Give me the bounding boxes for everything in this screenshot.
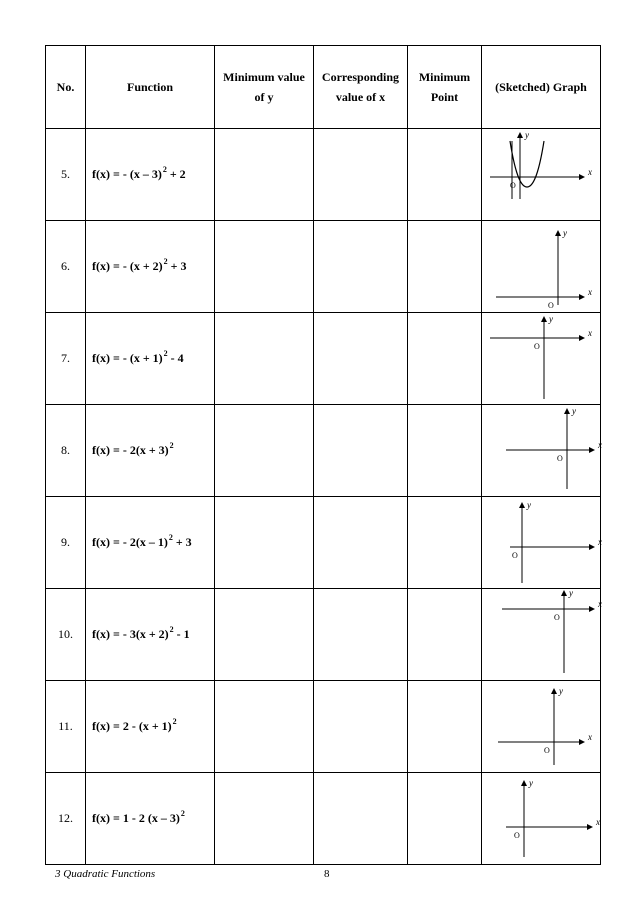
- function-text: f(x) = - (x + 1): [92, 351, 163, 365]
- graph-cell: [482, 773, 601, 865]
- function-cell: [86, 405, 215, 497]
- header-row: [46, 46, 601, 129]
- y-axis-label: y: [559, 686, 563, 696]
- sketch-axes: [482, 497, 601, 588]
- min-point-answer-cell[interactable]: [408, 313, 482, 405]
- function-text: f(x) = 1 - 2 (x – 3): [92, 811, 180, 825]
- function-text: f(x) = - 2(x + 3): [92, 443, 169, 457]
- y-axis-label: y: [525, 130, 529, 140]
- row-number: 6.: [46, 221, 86, 313]
- origin-label: O: [514, 831, 520, 840]
- x-arrow-icon: [579, 335, 585, 341]
- header-corr-line2: value of x: [335, 90, 386, 104]
- function-constant: - 1: [176, 627, 190, 641]
- table-row: [46, 221, 601, 313]
- function-text: f(x) = - 3(x + 2): [92, 627, 169, 641]
- table-row: [46, 681, 601, 773]
- footer-title: 3 Quadratic Functions: [55, 868, 156, 880]
- row-number: 8.: [46, 405, 86, 497]
- function-cell: [86, 313, 215, 405]
- origin-label: O: [557, 454, 563, 463]
- y-arrow-icon: [519, 502, 525, 508]
- function-exponent: 2: [162, 165, 167, 174]
- y-arrow-icon: [541, 316, 547, 322]
- corresponding-x-answer-cell[interactable]: [314, 497, 408, 589]
- x-axis-label: x: [596, 817, 600, 827]
- corresponding-x-answer-cell[interactable]: [314, 405, 408, 497]
- header-min-value-line2: of y: [254, 90, 274, 104]
- sketch-axes: [482, 129, 601, 220]
- graph-cell: [482, 313, 601, 405]
- function-text: f(x) = - (x + 2): [92, 259, 163, 273]
- y-arrow-icon: [555, 230, 561, 236]
- min-point-answer-cell[interactable]: [408, 405, 482, 497]
- table-row: [46, 497, 601, 589]
- function-exponent: 2: [169, 625, 174, 634]
- y-axis-label: y: [569, 588, 573, 598]
- min-value-answer-cell[interactable]: [215, 129, 314, 221]
- min-point-answer-cell[interactable]: [408, 773, 482, 865]
- min-value-answer-cell[interactable]: [215, 681, 314, 773]
- x-axis-label: x: [588, 167, 592, 177]
- function-exponent: 2: [172, 717, 177, 726]
- graph-cell: [482, 405, 601, 497]
- y-axis-label: y: [527, 500, 531, 510]
- x-axis-label: x: [598, 537, 602, 547]
- function-text: f(x) = - 2(x – 1): [92, 535, 168, 549]
- min-point-answer-cell[interactable]: [408, 221, 482, 313]
- min-value-answer-cell[interactable]: [215, 589, 314, 681]
- min-point-answer-cell[interactable]: [408, 681, 482, 773]
- row-number: 9.: [46, 497, 86, 589]
- min-point-answer-cell[interactable]: [408, 129, 482, 221]
- y-axis-label: y: [572, 406, 576, 416]
- header-min-point: [408, 46, 482, 129]
- function-exponent: 2: [163, 349, 168, 358]
- sketch-axes: [482, 773, 601, 864]
- row-number: 5.: [46, 129, 86, 221]
- function-exponent: 2: [169, 441, 174, 450]
- y-axis-label: y: [549, 314, 553, 324]
- graph-cell: [482, 129, 601, 221]
- graph-cell: [482, 497, 601, 589]
- origin-label: O: [548, 301, 554, 310]
- header-min-value: [215, 46, 314, 129]
- corresponding-x-answer-cell[interactable]: [314, 773, 408, 865]
- function-exponent: 2: [168, 533, 173, 542]
- min-value-answer-cell[interactable]: [215, 221, 314, 313]
- min-value-answer-cell[interactable]: [215, 497, 314, 589]
- function-cell: [86, 221, 215, 313]
- y-axis-label: y: [529, 778, 533, 788]
- sketch-axes: [482, 405, 601, 496]
- function-cell: [86, 773, 215, 865]
- sketch-axes: [482, 221, 601, 312]
- header-corresponding-x: [314, 46, 408, 129]
- corresponding-x-answer-cell[interactable]: [314, 313, 408, 405]
- x-axis-label: x: [588, 328, 592, 338]
- function-constant: - 4: [170, 351, 184, 365]
- function-cell: [86, 129, 215, 221]
- function-constant: + 3: [170, 259, 187, 273]
- corresponding-x-answer-cell[interactable]: [314, 129, 408, 221]
- header-function: Function: [86, 46, 215, 129]
- y-axis-label: y: [563, 228, 567, 238]
- table-row: [46, 773, 601, 865]
- min-value-answer-cell[interactable]: [215, 773, 314, 865]
- x-arrow-icon: [589, 606, 595, 612]
- graph-cell: [482, 589, 601, 681]
- x-arrow-icon: [579, 174, 585, 180]
- y-arrow-icon: [561, 590, 567, 596]
- x-arrow-icon: [587, 824, 593, 830]
- row-number: 11.: [46, 681, 86, 773]
- function-exponent: 2: [163, 257, 168, 266]
- graph-cell: [482, 681, 601, 773]
- origin-label: O: [544, 746, 550, 755]
- x-axis-label: x: [598, 440, 602, 450]
- x-arrow-icon: [589, 447, 595, 453]
- row-number: 12.: [46, 773, 86, 865]
- function-text: f(x) = - (x – 3): [92, 167, 162, 181]
- header-min-value-line1: Minimum value: [223, 70, 305, 84]
- x-axis-label: x: [588, 287, 592, 297]
- header-no: No.: [46, 46, 86, 129]
- worksheet-table: [45, 45, 601, 865]
- x-arrow-icon: [579, 739, 585, 745]
- sketch-axes: [482, 313, 601, 404]
- min-point-answer-cell[interactable]: [408, 497, 482, 589]
- y-arrow-icon: [517, 132, 523, 138]
- origin-label: O: [512, 551, 518, 560]
- y-arrow-icon: [521, 780, 527, 786]
- x-axis-label: x: [588, 732, 592, 742]
- page-number: 8: [324, 868, 330, 880]
- min-point-answer-cell[interactable]: [408, 589, 482, 681]
- row-number: 7.: [46, 313, 86, 405]
- header-graph: (Sketched) Graph: [482, 46, 601, 129]
- graph-cell: [482, 221, 601, 313]
- x-axis-label: x: [598, 599, 602, 609]
- y-arrow-icon: [564, 408, 570, 414]
- function-constant: + 3: [175, 535, 192, 549]
- corresponding-x-answer-cell[interactable]: [314, 589, 408, 681]
- function-cell: [86, 589, 215, 681]
- corresponding-x-answer-cell[interactable]: [314, 221, 408, 313]
- table-row: [46, 589, 601, 681]
- corresponding-x-answer-cell[interactable]: [314, 681, 408, 773]
- function-exponent: 2: [180, 809, 185, 818]
- x-arrow-icon: [579, 294, 585, 300]
- row-number: 10.: [46, 589, 86, 681]
- min-value-answer-cell[interactable]: [215, 405, 314, 497]
- x-arrow-icon: [589, 544, 595, 550]
- y-arrow-icon: [551, 688, 557, 694]
- function-cell: [86, 681, 215, 773]
- min-value-answer-cell[interactable]: [215, 313, 314, 405]
- sketch-axes: [482, 681, 601, 772]
- table-row: [46, 313, 601, 405]
- sketch-axes: [482, 589, 601, 680]
- header-corr-line1: Corresponding: [321, 70, 400, 84]
- table-row: [46, 129, 601, 221]
- header-min-point-line1: Minimum: [418, 70, 471, 84]
- function-cell: [86, 497, 215, 589]
- origin-label: O: [554, 613, 560, 622]
- function-text: f(x) = 2 - (x + 1): [92, 719, 172, 733]
- origin-label: O: [510, 181, 516, 190]
- function-constant: + 2: [169, 167, 186, 181]
- origin-label: O: [534, 342, 540, 351]
- header-min-point-line2: Point: [430, 90, 459, 104]
- table-row: [46, 405, 601, 497]
